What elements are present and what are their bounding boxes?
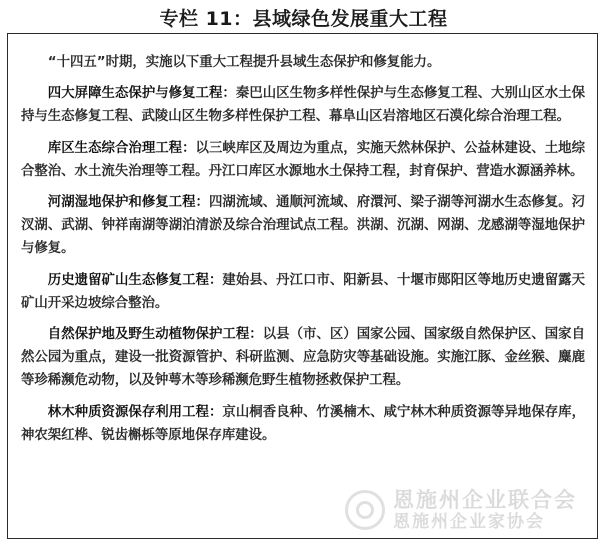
project-heading: 林木种质资源保存利用工程： <box>47 404 223 420</box>
project-heading: 自然保护地及野生动植物保护工程： <box>47 327 263 343</box>
project-paragraph-4 <box>21 269 585 315</box>
watermark-line-1: 恩施州企业联合会 <box>393 488 577 512</box>
project-paragraph-6 <box>21 401 585 447</box>
project-heading: 库区生态综合治理工程： <box>47 140 196 156</box>
project-paragraph-5 <box>21 323 585 393</box>
watermark-line-2: 恩施州企业家协会 <box>393 512 545 532</box>
project-text: 以县（市、区）国家公园、国家级自然保护区、国家自然公园为重点，建设一批资源管护、科研监测、应急防灾等基础设施。实施江豚、金丝猴、麋鹿等珍稀濒危动物，以及钟萼木等珍稀濒危野生植物拯救保护工程。 <box>21 327 586 389</box>
project-paragraph-2 <box>21 137 585 183</box>
box-title: 专栏 11：县域绿色发展重大工程 <box>159 8 448 30</box>
content-body <box>21 51 585 455</box>
project-paragraph-3 <box>21 191 585 261</box>
project-text: 四湖流域、通顺河流域、府澴河、梁子湖等河湖水生态修复。汈汊湖、武湖、钟祥南湖等湖泊清淤及综合治理试点工程。洪湖、沉湖、网湖、龙感湖等湿地保护与修复。 <box>21 195 586 257</box>
project-text: 建始县、丹江口市、阳新县、十堰市郧阳区等地历史遗留露天矿山开采边坡综合整治。 <box>21 272 586 311</box>
project-heading: 四大屏障生态保护与修复工程： <box>47 86 236 102</box>
project-text: 以三峡库区及周边为重点，实施天然林保护、公益林建设、土地综合整治、水土流失治理等工程。丹江口库区水源地水土保持工程，封育保护、营造水源涵养林。 <box>21 140 586 179</box>
watermark-logo-icon <box>345 490 385 530</box>
content-frame <box>7 33 598 539</box>
intro-paragraph: “十四五”时期，实施以下重大工程提升县域生态保护和修复能力。 <box>47 55 441 70</box>
project-heading: 历史遗留矿山生态修复工程： <box>47 272 223 288</box>
project-text: 秦巴山区生物多样性保护与生态修复工程、大别山区水土保持与生态修复工程、武陵山区生物多样性保护工程、幕阜山区岩溶地区石漠化综合治理工程。 <box>21 86 586 125</box>
project-paragraph-1 <box>21 82 585 128</box>
watermark-text <box>393 488 577 532</box>
project-heading: 河湖湿地保护和修复工程： <box>47 195 209 211</box>
watermark <box>345 488 577 532</box>
project-text: 京山桐香良种、竹溪楠木、咸宁林木种质资源等异地保存库，神农架红桦、锐齿槲栎等原地保存库建设。 <box>21 404 586 443</box>
